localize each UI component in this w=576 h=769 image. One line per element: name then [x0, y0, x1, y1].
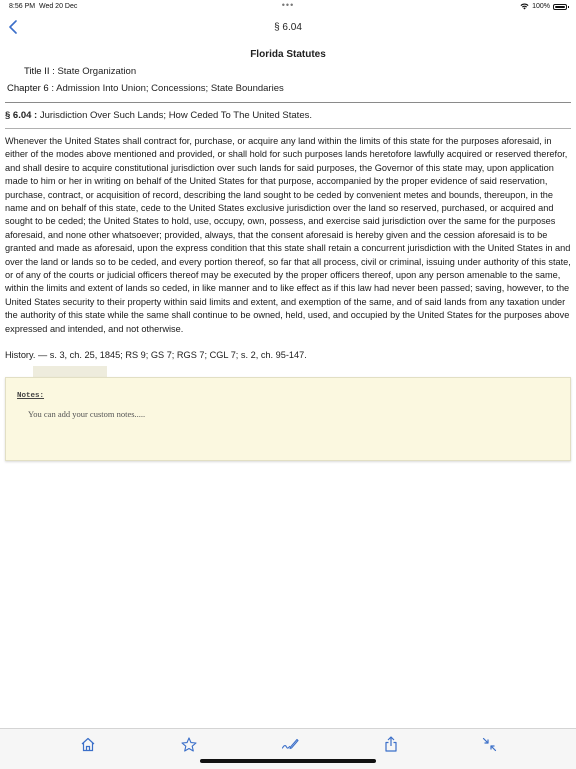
status-bar: [0, 0, 576, 14]
share-icon: [384, 736, 398, 752]
home-button[interactable]: [79, 735, 97, 753]
battery-icon: [553, 4, 567, 10]
section-title: Jurisdiction Over Such Lands; How Ceded To The United States.: [39, 110, 312, 121]
title-label: Title II :: [24, 66, 58, 77]
divider-top: [5, 102, 571, 103]
title-value: State Organization: [57, 66, 137, 77]
status-date: Wed 20 Dec: [38, 3, 78, 10]
chapter-value: Admission Into Union; Concessions; State Boundaries: [56, 83, 284, 94]
notes-label: Notes:: [17, 392, 45, 400]
collapse-icon: [482, 737, 497, 752]
status-right: [520, 3, 567, 10]
edit-icon: [281, 737, 299, 751]
chapter-label: Chapter 6 :: [7, 83, 57, 94]
favorite-button[interactable]: [180, 735, 198, 753]
statute-history: History. — s. 3, ch. 25, 1845; RS 9; GS 7; RGS 7; CGL 7; s. 2, ch. 95-147.: [5, 350, 307, 360]
star-icon: [181, 737, 197, 752]
source-heading: Florida Statutes: [250, 49, 326, 60]
collapse-button[interactable]: [480, 735, 498, 753]
home-indicator[interactable]: [200, 759, 376, 763]
notes-input[interactable]: You can add your custom notes.....: [28, 409, 146, 419]
nav-title: § 6.04: [274, 22, 302, 33]
section-heading: [5, 110, 312, 121]
status-clock: 8:56 PM: [9, 3, 36, 10]
notes-panel[interactable]: [5, 377, 571, 461]
divider-bottom: [5, 128, 571, 129]
section-number: § 6.04 :: [5, 110, 40, 121]
title-line: [24, 66, 136, 77]
battery-percent: 100%: [532, 3, 550, 10]
nav-bar: [0, 14, 576, 40]
share-button[interactable]: [382, 735, 400, 753]
statute-body: Whenever the United States shall contract for, purchase, or acquire any land within the limits of this state for the purposes aforesaid, in either of the modes above mentioned and provided, or shall hold for such purposes lands heretofore lawfully acquired or reserved therefor, and shall desire to acquire constitutional jurisdiction over such lands for said purposes, the Governor of this state may, upon application made to him or her in writing on behalf of the United States for that purpose, accompanied by the proper evidence of said reservation, purchase, contract, or acquisition of record, describing the land sought to be ceded by convenient metes and bounds, thereupon, in the name and on behalf of this state, cede to the United States exclusive jurisdiction over the land so reserved, purchased, or acquired and sought to be ceded; the United States to hold, use, occupy, own, possess, and exercise said jurisdiction over the same for the purposes aforesaid, and none other whatsoever; provided, always, that the consent aforesaid is hereby given and the cession aforesaid is to be granted and made as aforesaid, upon the express condition that this state shall retain a concurrent jurisdiction with the United States in and over the land or lands so to be ceded, and every portion thereof, so far that all process, civil or criminal, issuing under authority of this state, or of any of the courts or judicial officers thereof may be executed by the proper officers thereof, upon any person amenable to the same, within the limits and extent of lands so ceded, in like manner and to like effect as if this law had never been passed; saving, however, to the United States security to their property within said limits and extent, and exemption of the same, and of said lands from any taxation under the authority of this state while the same shall continue to be owned, held, used, and occupied by the United States for the purposes above expressed and intended, and not otherwise.: [5, 136, 571, 334]
status-time: [9, 3, 77, 10]
chapter-line: [7, 83, 284, 94]
home-icon: [80, 737, 96, 752]
wifi-icon: [520, 3, 529, 10]
multitasking-dots-icon[interactable]: •••: [281, 0, 295, 10]
edit-button[interactable]: [281, 735, 299, 753]
